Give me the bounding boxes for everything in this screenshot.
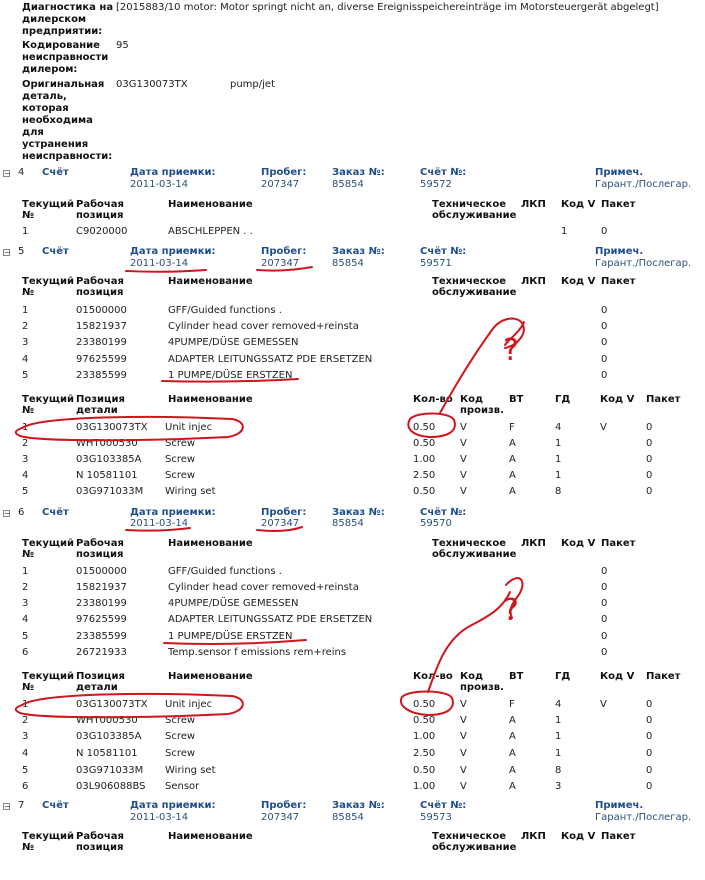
mileage-label: Пробег:: [261, 507, 307, 518]
invoice-no-label: Счёт №:: [420, 167, 467, 178]
cell-name: Unit injec: [165, 422, 213, 433]
order-value: 85854: [332, 518, 364, 529]
cell-paket: 0: [601, 582, 608, 593]
cell-pos: 03G971033M: [76, 765, 144, 776]
col-lkp: ЛКП: [521, 199, 546, 210]
code-label: Кодирование неисправности дилером:: [22, 40, 109, 75]
date-value: 2011-03-14: [130, 258, 189, 269]
cell-pos: WHT000530: [76, 715, 138, 726]
cell-gd: 8: [555, 765, 562, 776]
cell-bt: A: [509, 470, 516, 481]
code-value: 95: [116, 40, 129, 51]
col-kod-v: Код V: [600, 394, 635, 405]
col-current-no: Текущий №: [22, 671, 74, 693]
cell-paket: 0: [646, 781, 653, 792]
cell-name: 1 PUMPE/DÜSE ERSTZEN: [168, 631, 293, 642]
cell-gd: 3: [555, 781, 562, 792]
col-paket: Пакет: [601, 276, 636, 287]
cell-kodv: V: [600, 699, 607, 710]
order-value: 85854: [332, 258, 364, 269]
cell-paket: 0: [646, 748, 653, 759]
col-maintenance: Техническое обслуживание: [432, 538, 517, 560]
cell-qty: 2.50: [413, 470, 436, 481]
collapse-toggle-5[interactable]: −: [4, 248, 11, 257]
order-value: 85854: [332, 812, 364, 823]
col-kod-v: Код V: [561, 276, 596, 287]
note-label: Примеч.: [595, 246, 644, 257]
mileage-value: 207347: [261, 179, 300, 190]
cell-pos: WHT000530: [76, 438, 138, 449]
cell-paket: 0: [601, 614, 608, 625]
cell-paket: 0: [646, 765, 653, 776]
invoice-label: Счёт: [42, 507, 69, 518]
col-name: Наименование: [168, 199, 253, 210]
col-work-position: Рабочая позиция: [76, 199, 124, 221]
order-label: Заказ №:: [332, 507, 385, 518]
cell-qty: 0.50: [413, 699, 436, 710]
col-current-no: Текущий №: [22, 394, 74, 416]
cell-paket: 0: [601, 226, 608, 237]
invoice-no-value: 59570: [420, 518, 452, 529]
cell-n: 3: [22, 454, 29, 465]
cell-kp: V: [460, 715, 467, 726]
cell-n: 6: [22, 781, 29, 792]
cell-qty: 0.50: [413, 765, 436, 776]
collapse-toggle-6[interactable]: −: [4, 509, 11, 518]
question-mark-6: [506, 578, 522, 618]
cell-name: Wiring set: [165, 486, 216, 497]
cell-name: Temp.sensor f emissions rem+reins: [168, 647, 347, 658]
col-gd: ГД: [555, 671, 571, 682]
note-value: Гарант./Послегар.: [595, 179, 692, 190]
cell-qty: 0.50: [413, 438, 436, 449]
col-maintenance: Техническое обслуживание: [432, 276, 517, 298]
col-work-position: Рабочая позиция: [76, 538, 124, 560]
cell-n: 5: [22, 631, 29, 642]
cell-name: Wiring set: [165, 765, 216, 776]
cell-pos: 01500000: [76, 566, 127, 577]
orig-value: 03G130073TX: [116, 79, 188, 90]
question-mark-5: [505, 322, 524, 345]
invoice-no-label: Счёт №:: [420, 246, 467, 257]
cell-paket: 0: [646, 731, 653, 742]
cell-bt: A: [509, 731, 516, 742]
cell-n: 1: [22, 226, 29, 237]
cell-gd: 1: [555, 715, 562, 726]
cell-kp: V: [460, 438, 467, 449]
col-lkp: ЛКП: [521, 538, 546, 549]
cell-kp: V: [460, 486, 467, 497]
cell-qty: 2.50: [413, 748, 436, 759]
question-mark-text-6: ?: [503, 593, 519, 628]
col-lkp: ЛКП: [521, 831, 546, 842]
cell-kp: V: [460, 765, 467, 776]
cell-n: 3: [22, 731, 29, 742]
col-current-no: Текущий №: [22, 831, 74, 853]
mileage-label: Пробег:: [261, 246, 307, 257]
cell-name: Screw: [165, 438, 196, 449]
cell-paket: 0: [646, 438, 653, 449]
col-manuf-code: Код произв.: [460, 671, 504, 693]
cell-n: 1: [22, 566, 29, 577]
col-kod-v: Код V: [600, 671, 635, 682]
cell-n: 2: [22, 438, 29, 449]
cell-kp: V: [460, 422, 467, 433]
block-number: 5: [18, 246, 25, 257]
col-work-position: Рабочая позиция: [76, 831, 124, 853]
cell-paket: 0: [601, 566, 608, 577]
cell-name: Unit injec: [165, 699, 213, 710]
col-name: Наименование: [168, 831, 253, 842]
cell-name: Screw: [165, 715, 196, 726]
col-name: Наименование: [168, 671, 253, 682]
date-label: Дата приемки:: [130, 507, 216, 518]
invoice-no-label: Счёт №:: [420, 507, 467, 518]
cell-kp: V: [460, 781, 467, 792]
cell-name: ABSCHLEPPEN . .: [168, 226, 253, 237]
cell-kodv: V: [600, 422, 607, 433]
invoice-label: Счёт: [42, 167, 69, 178]
cell-pos: 03L906088BS: [76, 781, 146, 792]
cell-pos: 03G130073TX: [76, 699, 148, 710]
cell-gd: 1: [555, 748, 562, 759]
cell-paket: 0: [601, 354, 608, 365]
cell-n: 1: [22, 699, 29, 710]
cell-name: Screw: [165, 470, 196, 481]
cell-kp: V: [460, 748, 467, 759]
cell-pos: 15821937: [76, 321, 127, 332]
cell-pos: 23385599: [76, 631, 127, 642]
col-current-no: Текущий №: [22, 199, 74, 221]
col-part-position: Позиция детали: [76, 671, 125, 693]
underline-date-5: [126, 270, 206, 272]
cell-name: 4PUMPE/DÜSE GEMESSEN: [168, 598, 299, 609]
orig-label: Оригинальная деталь, которая необходима для устранения неисправности:: [22, 79, 113, 162]
cell-paket: 0: [646, 486, 653, 497]
cell-name: Cylinder head cover removed+reinsta: [168, 321, 359, 332]
note-label: Примеч.: [595, 800, 644, 811]
cell-paket: 0: [601, 337, 608, 348]
cell-gd: 1: [555, 470, 562, 481]
cell-pos: 97625599: [76, 614, 127, 625]
cell-qty: 0.50: [413, 715, 436, 726]
cell-gd: 8: [555, 486, 562, 497]
cell-paket: 0: [601, 321, 608, 332]
col-current-no: Текущий №: [22, 538, 74, 560]
cell-n: 2: [22, 321, 29, 332]
cell-name: ADAPTER LEITUNGSSATZ PDE ERSETZEN: [168, 614, 373, 625]
diag-label: Диагностика на дилерском предприятии:: [22, 2, 114, 37]
cell-name: Screw: [165, 731, 196, 742]
note-value: Гарант./Послегар.: [595, 258, 692, 269]
mileage-label: Пробег:: [261, 167, 307, 178]
cell-qty: 0.50: [413, 486, 436, 497]
cell-n: 4: [22, 748, 29, 759]
cell-name: 4PUMPE/DÜSE GEMESSEN: [168, 337, 299, 348]
mileage-label: Пробег:: [261, 800, 307, 811]
collapse-toggle-7[interactable]: −: [4, 802, 11, 811]
date-label: Дата приемки:: [130, 800, 216, 811]
cell-paket: 0: [646, 715, 653, 726]
cell-n: 3: [22, 337, 29, 348]
cell-name: 1 PUMPE/DÜSE ERSTZEN: [168, 370, 293, 381]
cell-pos: 03G103385A: [76, 731, 142, 742]
cell-qty: 0.50: [413, 422, 436, 433]
col-bt: BT: [509, 394, 524, 405]
cell-pos: 23380199: [76, 598, 127, 609]
order-label: Заказ №:: [332, 800, 385, 811]
col-kod-v: Код V: [561, 199, 596, 210]
cell-qty: 1.00: [413, 781, 436, 792]
cell-paket: 0: [601, 370, 608, 381]
cell-pos: 26721933: [76, 647, 127, 658]
col-maintenance: Техническое обслуживание: [432, 199, 517, 221]
cell-bt: A: [509, 438, 516, 449]
col-paket: Пакет: [646, 671, 681, 682]
cell-n: 1: [22, 305, 29, 316]
cell-name: Sensor: [165, 781, 200, 792]
cell-pos: 23380199: [76, 337, 127, 348]
col-name: Наименование: [168, 276, 253, 287]
invoice-label: Счёт: [42, 246, 69, 257]
cell-pos: 03G971033M: [76, 486, 144, 497]
cell-n: 5: [22, 486, 29, 497]
invoice-no-label: Счёт №:: [420, 800, 467, 811]
block-number: 4: [18, 167, 25, 178]
cell-pos: 23385599: [76, 370, 127, 381]
cell-n: 4: [22, 614, 29, 625]
cell-bt: F: [509, 699, 515, 710]
diag-value: [2015883/10 motor: Motor springt nicht an, diverse Ereignisspeichereinträge im Motorsteuergerät abgelegt]: [116, 2, 659, 13]
cell-paket: 0: [646, 699, 653, 710]
cell-pos: 15821937: [76, 582, 127, 593]
cell-kodv: 1: [561, 226, 568, 237]
col-part-position: Позиция детали: [76, 394, 125, 416]
col-name: Наименование: [168, 394, 253, 405]
orig-value2: pump/jet: [230, 79, 275, 90]
cell-pos: 01500000: [76, 305, 127, 316]
cell-qty: 1.00: [413, 731, 436, 742]
mileage-value: 207347: [261, 812, 300, 823]
cell-name: Screw: [165, 748, 196, 759]
col-qty: Кол-во: [413, 394, 453, 405]
cell-pos: 03G103385A: [76, 454, 142, 465]
question-mark-text-5: ?: [503, 333, 519, 368]
cell-bt: A: [509, 486, 516, 497]
block-number: 7: [18, 800, 25, 811]
col-paket: Пакет: [646, 394, 681, 405]
cell-n: 2: [22, 715, 29, 726]
cell-n: 2: [22, 582, 29, 593]
block-number: 6: [18, 507, 25, 518]
invoice-no-value: 59571: [420, 258, 452, 269]
col-bt: BT: [509, 671, 524, 682]
col-maintenance: Техническое обслуживание: [432, 831, 517, 853]
invoice-label: Счёт: [42, 800, 69, 811]
cell-paket: 0: [601, 631, 608, 642]
col-paket: Пакет: [601, 538, 636, 549]
order-label: Заказ №:: [332, 246, 385, 257]
invoice-no-value: 59572: [420, 179, 452, 190]
cell-pos: C9020000: [76, 226, 128, 237]
cell-pos: N 10581101: [76, 748, 138, 759]
col-work-position: Рабочая позиция: [76, 276, 124, 298]
cell-paket: 0: [601, 305, 608, 316]
cell-pos: 97625599: [76, 354, 127, 365]
col-name: Наименование: [168, 538, 253, 549]
cell-kp: V: [460, 470, 467, 481]
cell-name: GFF/Guided functions .: [168, 305, 282, 316]
cell-gd: 4: [555, 422, 562, 433]
cell-qty: 1.00: [413, 454, 436, 465]
cell-n: 5: [22, 370, 29, 381]
cell-name: Cylinder head cover removed+reinsta: [168, 582, 359, 593]
col-lkp: ЛКП: [521, 276, 546, 287]
date-label: Дата приемки:: [130, 167, 216, 178]
cell-n: 1: [22, 422, 29, 433]
cell-n: 3: [22, 598, 29, 609]
col-qty: Кол-во: [413, 671, 453, 682]
cell-n: 4: [22, 354, 29, 365]
note-value: Гарант./Послегар.: [595, 812, 692, 823]
col-manuf-code: Код произв.: [460, 394, 504, 416]
mileage-value: 207347: [261, 258, 300, 269]
cell-bt: A: [509, 765, 516, 776]
col-paket: Пакет: [601, 831, 636, 842]
col-kod-v: Код V: [561, 538, 596, 549]
cell-gd: 1: [555, 731, 562, 742]
col-current-no: Текущий №: [22, 276, 74, 298]
cell-kp: V: [460, 699, 467, 710]
date-label: Дата приемки:: [130, 246, 216, 257]
date-value: 2011-03-14: [130, 179, 189, 190]
cell-paket: 0: [646, 454, 653, 465]
order-label: Заказ №:: [332, 167, 385, 178]
cell-paket: 0: [601, 647, 608, 658]
cell-name: Screw: [165, 454, 196, 465]
cell-bt: A: [509, 748, 516, 759]
cell-pos: N 10581101: [76, 470, 138, 481]
cell-bt: A: [509, 715, 516, 726]
cell-n: 5: [22, 765, 29, 776]
cell-n: 4: [22, 470, 29, 481]
note-label: Примеч.: [595, 167, 644, 178]
cell-bt: A: [509, 781, 516, 792]
cell-gd: 1: [555, 454, 562, 465]
date-value: 2011-03-14: [130, 518, 189, 529]
col-gd: ГД: [555, 394, 571, 405]
cell-paket: 0: [601, 598, 608, 609]
cell-gd: 1: [555, 438, 562, 449]
cell-n: 6: [22, 647, 29, 658]
cell-kp: V: [460, 731, 467, 742]
cell-name: GFF/Guided functions .: [168, 566, 282, 577]
collapse-toggle-4[interactable]: −: [4, 169, 11, 178]
cell-bt: F: [509, 422, 515, 433]
cell-bt: A: [509, 454, 516, 465]
cell-gd: 4: [555, 699, 562, 710]
cell-kp: V: [460, 454, 467, 465]
col-kod-v: Код V: [561, 831, 596, 842]
cell-pos: 03G130073TX: [76, 422, 148, 433]
mileage-value: 207347: [261, 518, 300, 529]
col-paket: Пакет: [601, 199, 636, 210]
cell-paket: 0: [646, 470, 653, 481]
cell-paket: 0: [646, 422, 653, 433]
cell-name: ADAPTER LEITUNGSSATZ PDE ERSETZEN: [168, 354, 373, 365]
order-value: 85854: [332, 179, 364, 190]
invoice-no-value: 59573: [420, 812, 452, 823]
date-value: 2011-03-14: [130, 812, 189, 823]
